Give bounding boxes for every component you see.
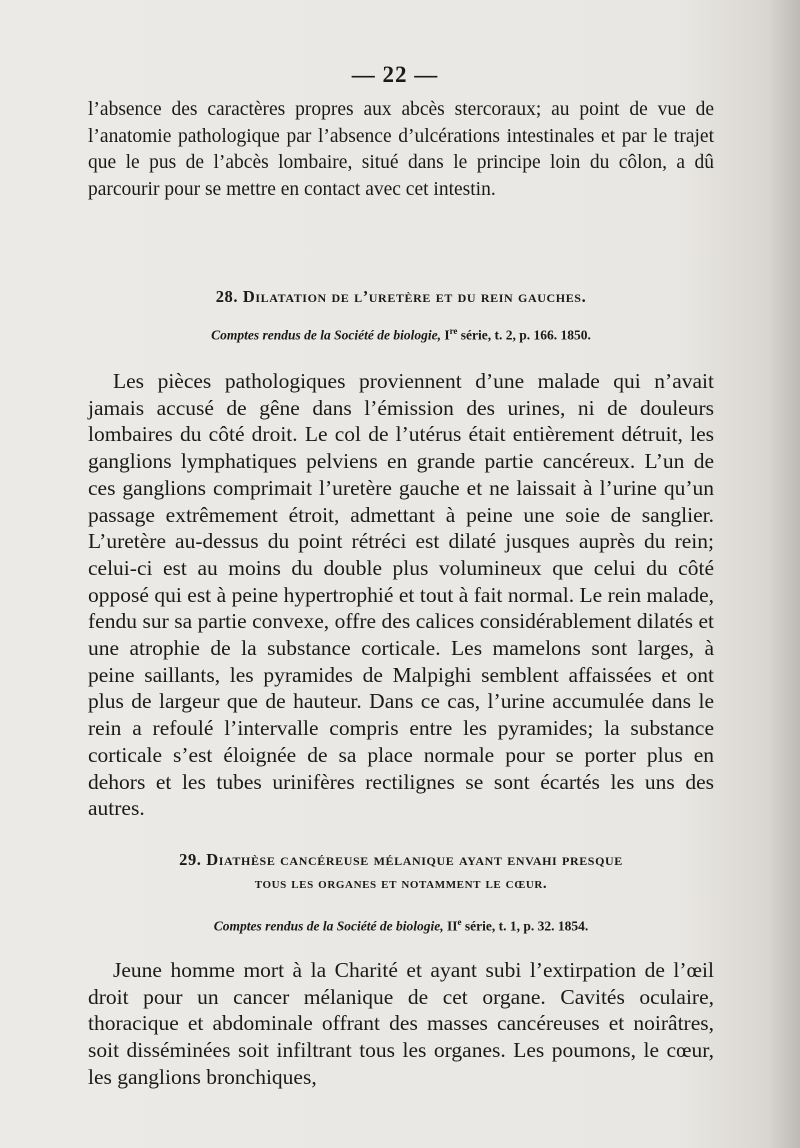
section-29-heading-line2: tous les organes et notamment le cœur. <box>254 876 548 892</box>
intro-paragraph: l’absence des caractères propres aux abcès stercoraux; au point de vue de l’anatomie pathologique par l’absence d’ulcérations intestinales et par le trajet que le pus de l’abcès lombaire, situé dans le principe loin du côlon, a dû parcourir pour se mettre en contact avec cet intestin. <box>88 99 714 201</box>
section-29-body: Jeune homme mort à la Charité et ayant subi l’extirpation de l’œil droit pour un cancer mélanique de cet organe. Cavités oculaire, thoracique et abdominale offrant des masses cancéreuses et noirâtres, soit disséminées soit infiltrant tous les organes. Les poumons, le cœur, les ganglions bronchiques, <box>88 958 714 1089</box>
section-29-heading-line1: 29. Diathèse cancéreuse mélanique ayant envahi presque <box>179 850 623 869</box>
section-28-reference-rest: série, t. 2, p. 166. 1850. <box>457 327 591 343</box>
section-29-reference <box>88 917 714 935</box>
section-28-heading: 28. Dilatation de l’uretère et du rein gauches. <box>215 287 587 306</box>
section-29-reference-journal: Comptes rendus de la Société de biologie, <box>213 918 444 934</box>
section-28-reference-series-sup: re <box>449 326 458 336</box>
section-28-body: Les pièces pathologiques proviennent d’une malade qui n’avait jamais accusé de gêne dans l’émission des urines, ni de douleurs lombaires du côté droit. Le col de l’utérus était entièrement détruit, les ganglions lymphatiques pelviens en grande partie cancéreux. L’un de ces ganglions comprimait l’uretère gauche et ne laissait à l’urine qu’un passage extrêmement étroit, admettant à peine une soie de sanglier. L’uretère au-dessus du point rétréci est dilaté jusques auprès du rein; celui-ci est au moins du double plus volumineux que celui du côté opposé qui est à peine hypertrophié et tout à fait normal. Le rein malade, fendu sur sa partie convexe, offre des calices considérablement dilatés et une atrophie de la substance corticale. Les mamelons sont larges, à peine saillants, les pyramides de Malpighi semblent affaissées et ont plus de largeur que de hauteur. Dans ce cas, l’urine accumulée dans le rein a refoulé l’intervalle compris entre les pyramides; la substance corticale s’est éloignée de sa place normale pour se porter plus en dehors et les tubes urinifères rectilignes se sont écartés les uns des autres. <box>88 369 714 821</box>
section-28-reference <box>88 326 714 344</box>
page-number: — 22 — <box>351 62 439 87</box>
section-29-reference-series: II <box>446 918 458 934</box>
section-29-reference-series-sup: e <box>457 917 462 927</box>
section-29-reference-rest: série, t. 1, p. 32. 1854. <box>461 918 589 934</box>
section-28-reference-series: I <box>444 327 450 343</box>
section-28-reference-journal: Comptes rendus de la Société de biologie, <box>211 327 441 343</box>
